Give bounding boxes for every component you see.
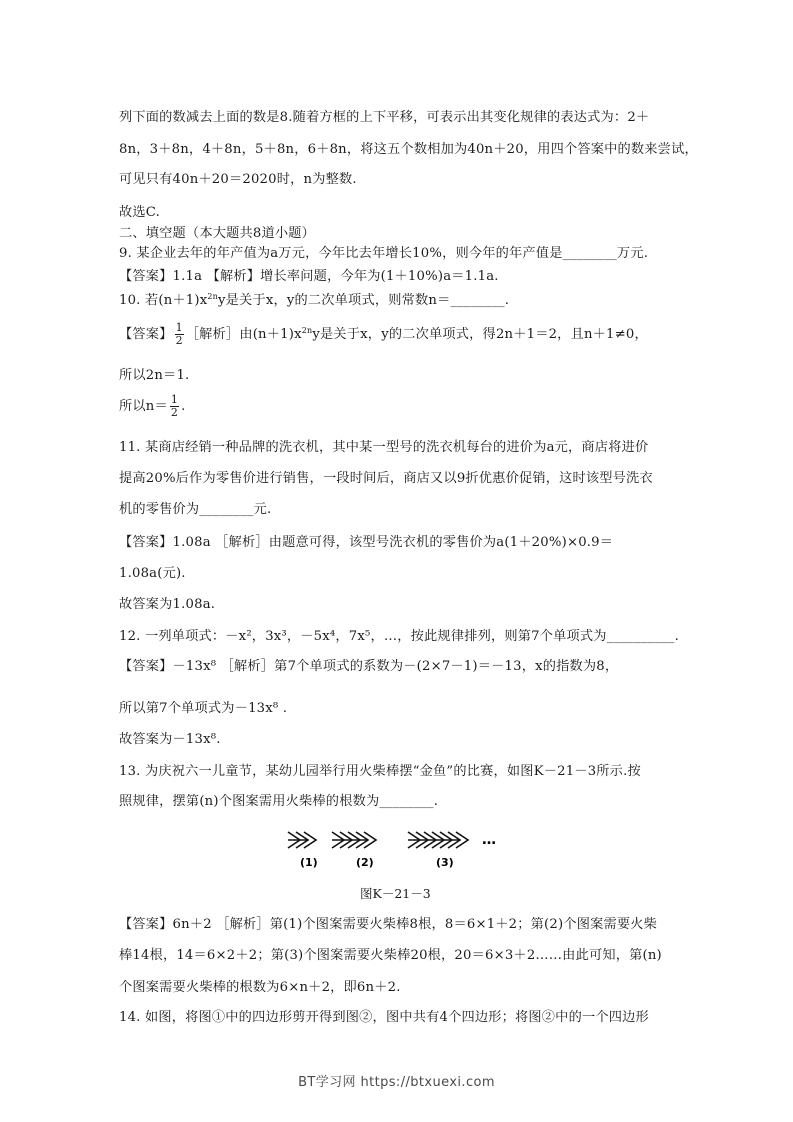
text-line: 棒14根，14＝6×2＋2；第(3)个图案需要火柴棒20根，20＝6×3＋2……由此可知，第(n) [119,948,662,963]
exponent: 2n [207,292,219,301]
text-line: 1.08a(元). [119,566,186,581]
matchstick-figure [286,826,516,870]
text-line: 故答案为1.08a. [119,597,216,612]
fraction [175,322,184,347]
text-line: 照规律，摆第(n)个图案需用火柴棒的根数为________. [119,794,439,809]
text-line: 列下面的数减去上面的数是8.随着方框的上下平移，可表示出其变化规律的表达式为：2＋ [119,110,650,125]
fraction [170,394,179,419]
figure-label-3: (3) [436,856,454,869]
answer-label: 【答案】 [119,327,173,342]
fish-pattern-2 [332,832,376,848]
answer-10-part: ［解析］由(n＋1)x [185,327,302,342]
text-part: 所以n＝ [119,399,168,414]
text-line: 故答案为－13x⁸. [119,732,221,747]
figure-label-1: (1) [300,856,318,869]
text-line: 8n，3＋8n，4＋8n，5＋8n，6＋8n，将这五个数相加为40n＋20，用四个答案中的数来尝试， [119,142,698,157]
exponent: 2n [301,326,313,335]
question-10-part: y是关于x，y的二次单项式，则常数n＝________. [218,293,510,308]
text-line: 所以n＝ $\frac{1}{2}$ . [119,393,186,419]
text-line: 所以第7个单项式为－13x⁸ . [119,701,288,716]
text-line: 所以2n＝1. [119,368,190,383]
answer-10 [119,322,679,347]
question-9: 9. 某企业去年的年产值为a万元，今年比去年增长10%，则今年的年产值是________万元. [119,246,649,261]
question-12: 12. 一列单项式：－x²，3x³，－5x⁴，7x⁵，…，按此规律排列，则第7个单项式为__________. [119,629,679,644]
question-11: 11. 某商店经销一种品牌的洗衣机，其中某一型号的洗衣机每台的进价为a元，商店将进价 [119,440,649,455]
text-line: 提高20%后作为零售价进行销售，一段时间后，商店又以9折优惠价促销，这时该型号洗衣 [119,471,653,486]
question-10 [119,289,679,308]
text-line: 可见只有40n＋20＝2020时，n为整数. [119,172,357,187]
fish-pattern-3 [408,832,468,848]
footer-watermark: BT学习网 https://btxuexi.com [298,1075,495,1090]
answer-11: 【答案】1.08a ［解析］由题意可得，该型号洗衣机的零售价为a(1＋20%)×0.9＝ [119,535,614,550]
fraction-numerator: 1 [175,321,183,334]
text-line: 机的零售价为________元. [119,502,272,517]
text-line: 故选C. [119,205,160,220]
fish-pattern-1 [288,832,316,848]
figure-label-2: (2) [356,856,374,869]
section-heading: 二、填空题（本大题共8道小题） [119,226,316,241]
question-13: 13. 为庆祝六一儿童节，某幼儿园举行用火柴棒摆“金鱼”的比赛，如图K－21－3所示.按 [119,764,641,779]
answer-13: 【答案】6n＋2 ［解析］第(1)个图案需要火柴棒8根，8＝6×1＋2；第(2)个图案需要火柴 [119,917,658,932]
question-14: 14. 如图，将图①中的四边形剪开得到图②，图中共有4个四边形；将图②中的一个四边形 [119,1010,649,1025]
question-10-part: 10. 若(n＋1)x [119,293,208,308]
text-line: 个图案需要火柴棒的根数为6×n＋2，即6n＋2. [119,980,401,995]
fraction-denominator: 2 [175,334,183,347]
answer-10-part: y是关于x，y的二次单项式，得2n＋1＝2，且n＋1≠0， [312,327,648,342]
fraction-denominator: 2 [170,406,179,419]
ellipsis: … [482,832,496,848]
fraction-numerator: 1 [170,393,179,406]
figure-caption: 图K－21－3 [360,886,431,901]
answer-12: 【答案】－13x⁸ ［解析］第7个单项式的系数为－(2×7－1)＝－13，x的指数为8， [119,659,619,674]
answer-9: 【答案】1.1a 【解析】增长率问题，今年为(1＋10%)a＝1.1a. [119,269,499,284]
